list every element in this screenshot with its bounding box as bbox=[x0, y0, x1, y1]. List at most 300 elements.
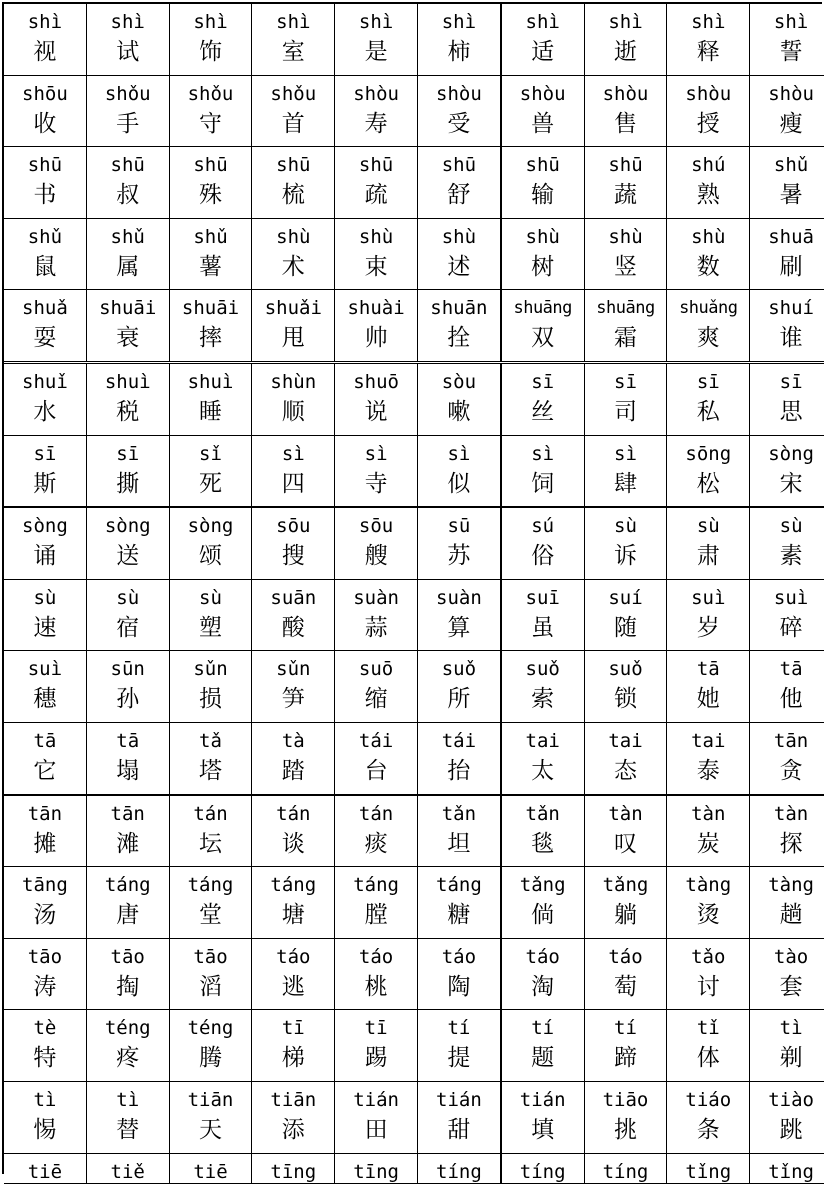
pinyin-text: shì bbox=[193, 11, 228, 33]
character-cell bbox=[501, 722, 584, 794]
hanzi-character: 寿 bbox=[364, 110, 388, 137]
hanzi-character: 锁 bbox=[613, 686, 637, 713]
pinyin-text: sūn bbox=[110, 658, 145, 681]
pinyin-text: shì bbox=[691, 11, 726, 33]
character-cell bbox=[86, 1153, 169, 1183]
pinyin-text: sù bbox=[33, 586, 57, 609]
hanzi-character: 苏 bbox=[447, 543, 471, 570]
pinyin-text: shuāng bbox=[596, 298, 655, 319]
character-cell bbox=[86, 938, 169, 1010]
character-cell bbox=[667, 218, 750, 290]
hanzi-character: 讨 bbox=[696, 973, 720, 1000]
character-cell bbox=[417, 867, 500, 939]
hanzi-character: 树 bbox=[531, 253, 555, 280]
character-cell bbox=[750, 435, 824, 507]
character-cell bbox=[667, 4, 750, 75]
character-cell bbox=[584, 1153, 667, 1183]
hanzi-character: 糖 bbox=[447, 902, 471, 929]
hanzi-character: 寺 bbox=[364, 470, 388, 497]
character-cell bbox=[501, 651, 584, 723]
pinyin-text: tai bbox=[608, 729, 643, 752]
character-cell bbox=[335, 1153, 418, 1183]
character-cell bbox=[584, 651, 667, 723]
pinyin-text: sù bbox=[696, 515, 720, 538]
hanzi-character: 守 bbox=[198, 110, 222, 137]
pinyin-text: sū bbox=[447, 515, 471, 538]
character-cell bbox=[4, 1153, 86, 1183]
character-cell bbox=[417, 147, 500, 219]
hanzi-character: 束 bbox=[364, 253, 388, 280]
hanzi-character: 探 bbox=[779, 830, 803, 857]
pinyin-text: shuǐ bbox=[22, 370, 68, 393]
hanzi-character: 炭 bbox=[696, 830, 720, 857]
table-row bbox=[4, 75, 824, 147]
hanzi-character: 双 bbox=[531, 325, 555, 352]
pinyin-text: tái bbox=[358, 729, 394, 752]
pinyin-text: shuāi bbox=[181, 297, 240, 320]
character-cell bbox=[4, 579, 86, 651]
table-row bbox=[4, 579, 824, 651]
hanzi-character: 泰 bbox=[696, 757, 720, 784]
pinyin-text: tián bbox=[353, 1088, 399, 1111]
character-cell bbox=[501, 1153, 584, 1183]
character-cell bbox=[750, 147, 824, 219]
character-cell bbox=[169, 290, 252, 363]
pinyin-text: táng bbox=[270, 874, 317, 897]
character-cell bbox=[667, 651, 750, 723]
character-cell bbox=[169, 1153, 252, 1183]
hanzi-character: 态 bbox=[613, 757, 637, 784]
character-cell bbox=[86, 867, 169, 939]
character-cell bbox=[584, 722, 667, 794]
hanzi-character: 素 bbox=[779, 543, 803, 570]
hanzi-character: 所 bbox=[447, 686, 471, 713]
hanzi-character: 霜 bbox=[613, 325, 637, 352]
character-cell bbox=[252, 1010, 335, 1082]
pinyin-text: sī bbox=[116, 442, 140, 465]
character-cell bbox=[501, 795, 584, 867]
character-cell bbox=[417, 507, 500, 579]
character-cell bbox=[667, 1081, 750, 1153]
hanzi-character: 甜 bbox=[447, 1116, 471, 1143]
character-cell bbox=[335, 507, 418, 579]
pinyin-text: sì bbox=[531, 442, 555, 465]
character-cell bbox=[252, 218, 335, 290]
hanzi-character: 术 bbox=[281, 253, 305, 280]
pinyin-text: shuǎi bbox=[264, 297, 322, 320]
pinyin-text: sòng bbox=[768, 442, 814, 465]
hanzi-character: 述 bbox=[447, 253, 471, 280]
character-cell bbox=[584, 4, 667, 75]
hanzi-character: 题 bbox=[531, 1045, 555, 1072]
hanzi-character: 受 bbox=[447, 110, 471, 137]
pinyin-text: sì bbox=[364, 442, 388, 465]
hanzi-character: 说 bbox=[364, 398, 388, 425]
character-cell bbox=[4, 795, 86, 867]
character-cell bbox=[169, 867, 252, 939]
hanzi-character: 疼 bbox=[116, 1045, 140, 1072]
table-row bbox=[4, 1081, 824, 1153]
hanzi-character: 滔 bbox=[198, 973, 222, 1000]
hanzi-character: 似 bbox=[447, 470, 471, 497]
hanzi-character: 爽 bbox=[696, 325, 720, 352]
character-cell bbox=[86, 435, 169, 507]
pinyin-text: sòu bbox=[441, 370, 477, 393]
hanzi-character: 索 bbox=[531, 686, 555, 713]
pinyin-text: tiáo bbox=[685, 1088, 732, 1111]
character-cell bbox=[252, 1153, 335, 1183]
character-cell bbox=[169, 435, 252, 507]
hanzi-character: 蹄 bbox=[613, 1045, 637, 1072]
hanzi-character: 淘 bbox=[531, 973, 555, 1000]
hanzi-character: 耍 bbox=[33, 325, 57, 352]
hanzi-character: 收 bbox=[33, 110, 57, 137]
pinyin-text: shì bbox=[358, 11, 394, 33]
hanzi-character: 梯 bbox=[281, 1045, 305, 1072]
character-cell bbox=[252, 507, 335, 579]
pinyin-text: tàn bbox=[608, 802, 643, 825]
pinyin-text: shū bbox=[525, 154, 560, 177]
pinyin-text: tai bbox=[525, 729, 560, 752]
pinyin-text: tào bbox=[773, 945, 809, 968]
hanzi-character: 手 bbox=[116, 110, 140, 137]
pinyin-text: táng bbox=[436, 874, 482, 897]
hanzi-character: 台 bbox=[364, 757, 388, 784]
character-cell bbox=[169, 218, 252, 290]
character-cell bbox=[335, 651, 418, 723]
hanzi-character: 暑 bbox=[779, 182, 803, 209]
character-cell bbox=[252, 1081, 335, 1153]
hanzi-character: 随 bbox=[613, 614, 637, 641]
hanzi-character: 烫 bbox=[696, 902, 720, 929]
pinyin-text: táo bbox=[608, 945, 643, 968]
character-cell bbox=[169, 579, 252, 651]
character-cell bbox=[335, 938, 418, 1010]
pinyin-character-sheet bbox=[2, 2, 822, 1183]
pinyin-text: tāng bbox=[22, 874, 68, 897]
pinyin-text: tǎ bbox=[199, 729, 222, 752]
pinyin-text: sòng bbox=[187, 515, 234, 538]
character-cell bbox=[169, 1081, 252, 1153]
character-cell bbox=[252, 651, 335, 723]
character-cell bbox=[501, 362, 584, 435]
character-cell bbox=[501, 75, 584, 147]
character-cell bbox=[584, 147, 667, 219]
pinyin-text: tāo bbox=[110, 945, 145, 968]
hanzi-character: 斯 bbox=[33, 470, 57, 497]
character-cell bbox=[584, 1010, 667, 1082]
character-cell bbox=[86, 579, 169, 651]
pinyin-text: sī bbox=[531, 370, 555, 393]
table-row bbox=[4, 1010, 824, 1082]
table-row bbox=[4, 218, 824, 290]
hanzi-character: 坦 bbox=[447, 830, 471, 857]
pinyin-text: suǒ bbox=[608, 658, 643, 681]
pinyin-text: tǐng bbox=[768, 1160, 814, 1183]
hanzi-character: 输 bbox=[531, 182, 555, 209]
hanzi-character: 塑 bbox=[198, 614, 222, 641]
character-cell bbox=[417, 938, 500, 1010]
pinyin-text: tàng bbox=[685, 874, 732, 897]
hanzi-character: 柿 bbox=[447, 39, 471, 65]
character-cell bbox=[4, 722, 86, 794]
character-cell bbox=[584, 362, 667, 435]
pinyin-text: sōu bbox=[358, 515, 394, 538]
character-cell bbox=[750, 290, 824, 363]
hanzi-character: 舒 bbox=[447, 182, 471, 209]
character-cell bbox=[86, 4, 169, 75]
hanzi-character: 坛 bbox=[198, 830, 222, 857]
hanzi-character: 虽 bbox=[531, 614, 555, 641]
hanzi-character: 踏 bbox=[281, 757, 305, 784]
pinyin-text: sī bbox=[779, 370, 803, 393]
character-cell bbox=[584, 1081, 667, 1153]
pinyin-text: tǐ bbox=[696, 1017, 720, 1040]
character-cell bbox=[501, 867, 584, 939]
pinyin-text: suàn bbox=[353, 586, 399, 609]
character-cell bbox=[86, 1081, 169, 1153]
pinyin-text: shū bbox=[358, 154, 394, 177]
character-cell bbox=[667, 362, 750, 435]
hanzi-character: 拴 bbox=[447, 325, 471, 352]
pinyin-text: shì bbox=[441, 11, 477, 33]
hanzi-character: 滩 bbox=[116, 830, 140, 857]
pinyin-text: suǒ bbox=[441, 658, 477, 681]
character-cell bbox=[335, 722, 418, 794]
hanzi-character: 太 bbox=[531, 757, 555, 784]
hanzi-character: 授 bbox=[696, 110, 720, 137]
pinyin-text: suì bbox=[691, 586, 726, 609]
character-cell bbox=[584, 795, 667, 867]
pinyin-text: shuì bbox=[187, 370, 234, 393]
hanzi-character: 缩 bbox=[364, 686, 388, 713]
character-cell bbox=[252, 722, 335, 794]
pinyin-text: sù bbox=[779, 515, 803, 538]
character-cell bbox=[417, 1010, 500, 1082]
hanzi-character: 首 bbox=[281, 110, 305, 137]
pinyin-text: shù bbox=[441, 225, 477, 248]
pinyin-text: tān bbox=[27, 802, 63, 825]
character-cell bbox=[750, 75, 824, 147]
pinyin-text: suì bbox=[773, 586, 809, 609]
hanzi-character: 趟 bbox=[779, 902, 803, 929]
hanzi-character: 天 bbox=[198, 1116, 222, 1143]
hanzi-character: 田 bbox=[364, 1116, 388, 1143]
hanzi-character: 膛 bbox=[364, 902, 388, 929]
hanzi-character: 套 bbox=[779, 973, 803, 1000]
character-cell bbox=[501, 147, 584, 219]
character-cell bbox=[169, 795, 252, 867]
pinyin-text: sǔn bbox=[193, 658, 228, 681]
hanzi-character: 塔 bbox=[198, 757, 222, 784]
character-cell bbox=[169, 938, 252, 1010]
character-cell bbox=[335, 435, 418, 507]
hanzi-character: 撕 bbox=[116, 470, 140, 497]
pinyin-text: shū bbox=[193, 154, 228, 177]
hanzi-character: 私 bbox=[696, 398, 720, 425]
character-cell bbox=[86, 722, 169, 794]
pinyin-text: suàn bbox=[436, 586, 482, 609]
pinyin-text: shū bbox=[110, 154, 145, 177]
pinyin-text: shuí bbox=[768, 297, 814, 320]
character-cell bbox=[750, 4, 824, 75]
character-cell bbox=[501, 435, 584, 507]
table-row bbox=[4, 4, 824, 75]
pinyin-text: tè bbox=[33, 1017, 57, 1040]
character-cell bbox=[86, 795, 169, 867]
hanzi-character: 诵 bbox=[33, 543, 57, 570]
pinyin-text: tíng bbox=[519, 1160, 566, 1183]
hanzi-character: 衰 bbox=[116, 325, 140, 352]
pinyin-text: tián bbox=[436, 1088, 482, 1111]
pinyin-text: shuān bbox=[430, 297, 488, 320]
character-cell bbox=[667, 867, 750, 939]
character-cell bbox=[86, 290, 169, 363]
character-cell bbox=[86, 218, 169, 290]
character-cell bbox=[252, 938, 335, 1010]
hanzi-character: 逝 bbox=[613, 39, 637, 65]
hanzi-character: 摔 bbox=[198, 325, 222, 352]
character-cell bbox=[252, 362, 335, 435]
pinyin-text: tíng bbox=[602, 1160, 649, 1183]
hanzi-character: 送 bbox=[116, 543, 140, 570]
hanzi-character: 贪 bbox=[779, 757, 803, 784]
hanzi-character: 他 bbox=[779, 686, 803, 713]
hanzi-character: 条 bbox=[696, 1116, 720, 1143]
character-cell bbox=[501, 579, 584, 651]
pinyin-text: tiē bbox=[27, 1160, 63, 1183]
pinyin-text: tai bbox=[691, 729, 726, 752]
hanzi-character: 誓 bbox=[779, 39, 803, 65]
character-cell bbox=[335, 147, 418, 219]
hanzi-character: 它 bbox=[33, 757, 57, 784]
character-cell bbox=[86, 651, 169, 723]
hanzi-character: 饲 bbox=[531, 470, 555, 497]
character-cell bbox=[252, 290, 335, 363]
character-cell bbox=[584, 75, 667, 147]
hanzi-character: 挑 bbox=[613, 1116, 637, 1143]
character-cell bbox=[169, 1010, 252, 1082]
pinyin-text: shuǎ bbox=[22, 297, 68, 320]
character-cell bbox=[750, 1081, 824, 1153]
pinyin-text: shì bbox=[27, 11, 63, 33]
pinyin-table bbox=[4, 4, 824, 1184]
character-cell bbox=[501, 218, 584, 290]
hanzi-character: 毯 bbox=[531, 830, 555, 857]
pinyin-text: táng bbox=[187, 874, 234, 897]
pinyin-text: sī bbox=[614, 370, 637, 393]
hanzi-character: 叹 bbox=[613, 830, 637, 857]
pinyin-text: tà bbox=[281, 729, 305, 752]
hanzi-character: 蒜 bbox=[364, 614, 388, 641]
pinyin-text: shuā bbox=[768, 225, 814, 248]
character-cell bbox=[4, 290, 86, 363]
hanzi-character: 特 bbox=[33, 1045, 57, 1072]
pinyin-text: suō bbox=[358, 658, 394, 681]
hanzi-character: 算 bbox=[447, 614, 471, 641]
pinyin-text: shǔ bbox=[773, 154, 809, 177]
character-cell bbox=[4, 75, 86, 147]
pinyin-text: tí bbox=[447, 1017, 471, 1040]
character-cell bbox=[417, 218, 500, 290]
hanzi-character: 肃 bbox=[696, 543, 720, 570]
pinyin-text: tāo bbox=[193, 945, 228, 968]
hanzi-character: 瘦 bbox=[779, 110, 803, 137]
hanzi-character: 萄 bbox=[613, 973, 637, 1000]
character-cell bbox=[417, 290, 500, 363]
character-cell bbox=[4, 651, 86, 723]
character-cell bbox=[417, 579, 500, 651]
pinyin-text: téng bbox=[104, 1017, 151, 1040]
pinyin-text: shòu bbox=[353, 82, 399, 105]
hanzi-character: 死 bbox=[198, 470, 222, 497]
hanzi-character: 松 bbox=[696, 470, 720, 497]
pinyin-text: tǎo bbox=[691, 945, 726, 968]
character-cell bbox=[750, 651, 824, 723]
hanzi-character: 她 bbox=[696, 686, 720, 713]
character-cell bbox=[750, 362, 824, 435]
hanzi-character: 腾 bbox=[198, 1045, 222, 1072]
pinyin-text: sī bbox=[33, 442, 57, 465]
character-cell bbox=[667, 579, 750, 651]
hanzi-character: 饰 bbox=[198, 39, 222, 65]
pinyin-text: shú bbox=[691, 154, 726, 177]
pinyin-text: shòu bbox=[519, 82, 566, 105]
hanzi-character: 嗽 bbox=[447, 398, 471, 425]
character-cell bbox=[417, 435, 500, 507]
hanzi-character: 塌 bbox=[116, 757, 140, 784]
pinyin-text: sòng bbox=[104, 515, 151, 538]
hanzi-character: 摊 bbox=[33, 830, 57, 857]
table-row bbox=[4, 867, 824, 939]
pinyin-text: shòu bbox=[768, 82, 814, 105]
hanzi-character: 售 bbox=[613, 110, 637, 137]
character-cell bbox=[667, 1153, 750, 1183]
character-cell bbox=[501, 1081, 584, 1153]
pinyin-text: tiāo bbox=[602, 1088, 649, 1111]
character-cell bbox=[417, 1081, 500, 1153]
hanzi-character: 岁 bbox=[696, 614, 720, 641]
character-cell bbox=[169, 722, 252, 794]
pinyin-text: sōu bbox=[276, 515, 311, 538]
character-cell bbox=[335, 867, 418, 939]
character-cell bbox=[252, 867, 335, 939]
pinyin-text: sǐ bbox=[199, 442, 222, 465]
hanzi-character: 肆 bbox=[613, 470, 637, 497]
pinyin-text: tí bbox=[531, 1017, 555, 1040]
character-cell bbox=[750, 938, 824, 1010]
pinyin-text: shuài bbox=[347, 297, 405, 320]
character-cell bbox=[417, 651, 500, 723]
pinyin-text: táo bbox=[525, 945, 560, 968]
table-row bbox=[4, 290, 824, 363]
table-row bbox=[4, 507, 824, 579]
pinyin-text: shì bbox=[276, 11, 311, 33]
table-row bbox=[4, 362, 824, 435]
character-cell bbox=[501, 938, 584, 1010]
character-cell bbox=[417, 4, 500, 75]
pinyin-text: suǒ bbox=[525, 658, 560, 681]
pinyin-text: tǎn bbox=[441, 802, 477, 825]
pinyin-text: sù bbox=[116, 586, 140, 609]
pinyin-text: sù bbox=[614, 515, 637, 538]
hanzi-character: 谈 bbox=[281, 830, 305, 857]
character-cell bbox=[667, 147, 750, 219]
pinyin-text: tǎn bbox=[525, 802, 560, 825]
character-cell bbox=[169, 4, 252, 75]
character-cell bbox=[750, 218, 824, 290]
hanzi-character: 宋 bbox=[779, 470, 803, 497]
